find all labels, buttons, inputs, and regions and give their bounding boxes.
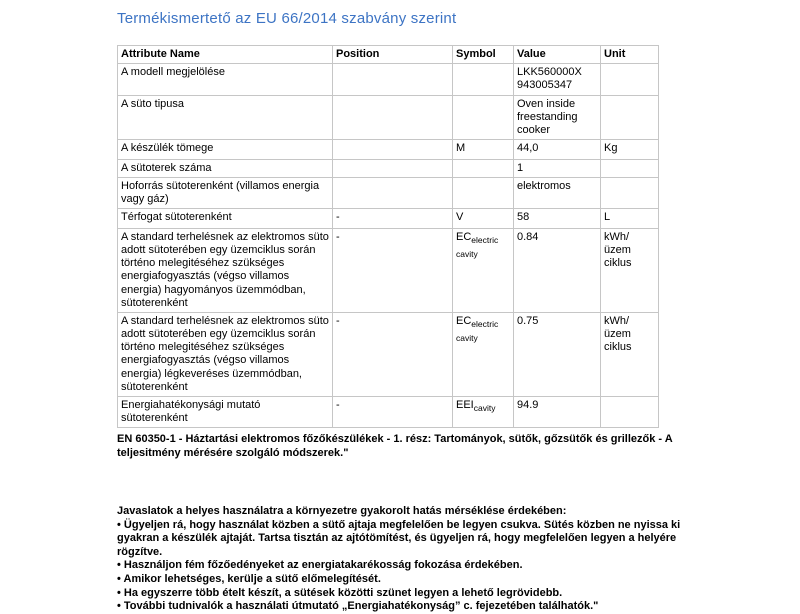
cell-symbol [453,64,514,95]
cell-attribute: Hoforrás sütoterenként (villamos energia vagy gáz) [118,177,333,208]
recommendations-heading: Javaslatok a helyes használatra a környezetre gyakorolt hatás mérséklése érdekében: [117,504,567,517]
table-row [118,177,659,208]
recommendation-item: • Használjon fém főzőedényeket az energiatakarékosság fokozása érdekében. [117,559,523,572]
cell-position [333,140,453,160]
standard-reference-note: EN 60350-1 - Háztartási elektromos főzőkészülékek - 1. rész: Tartományok, sütők, gőzsütők és grillezők - A teljesitmény mérésére szolgáló módszerek." [117,433,673,460]
cell-symbol [453,312,514,396]
cell-unit: kWh/üzem ciklus [601,312,659,396]
symbol-main: EEI [456,399,474,411]
cell-attribute: A standard terhelésnek az elektromos süto adott sütoterében egy üzemciklus során történo melegitéséhez szükséges energiafogyasztás (végso villamos energia) légkeveréses üzemmódban, sütoterenként [118,312,333,396]
cell-position: - [333,228,453,312]
cell-attribute: A készülék tömege [118,140,333,160]
symbol-subscript: electric cavity [456,319,499,344]
cell-position [333,64,453,95]
symbol-main: M [456,142,466,155]
cell-position [333,177,453,208]
cell-attribute: A süto tipusa [118,95,333,140]
cell-symbol [453,159,514,177]
symbol-main: V [456,211,464,224]
cell-value: 94.9 [514,397,601,428]
cell-unit [601,397,659,428]
table-row [118,397,659,428]
recommendation-item: • További tudnivalók a használati útmutató „Energiahatékonyság” c. fejezetében találhatók." [117,600,599,613]
cell-symbol [453,95,514,140]
table-row [118,140,659,160]
table-row [118,228,659,312]
cell-unit [601,177,659,208]
cell-value: LKK560000X 943005347 [514,64,601,95]
product-spec-table [117,45,659,428]
header-symbol: Symbol [453,46,514,64]
cell-position: - [333,209,453,229]
cell-symbol [453,397,514,428]
cell-position: - [333,312,453,396]
cell-attribute: A modell megjelölése [118,64,333,95]
cell-value: Oven inside freestanding cooker [514,95,601,140]
recommendation-item: • Ha egyszerre több ételt készít, a sütések közötti szünet legyen a lehető legrövidebb. [117,586,563,599]
table-header-row [118,46,659,64]
cell-position [333,159,453,177]
cell-unit: L [601,209,659,229]
header-unit: Unit [601,46,659,64]
cell-unit [601,159,659,177]
table-row [118,209,659,229]
product-fiche-page [117,8,695,614]
recommendation-item: • Ügyeljen rá, hogy használat közben a sütő ajtaja megfelelően be legyen csukva. Sütés közben ne nyissa ki gyakran a készülék ajtaját. Tartsa tisztán az ajtótömítést, és ügyeljen rá, hogy megfelelően legyen a helyére rögzítve. [117,518,681,558]
symbol-main: EC [456,314,472,327]
cell-attribute: Térfogat sütoterenként [118,209,333,229]
cell-unit [601,95,659,140]
table-row [118,312,659,396]
cell-value: 44,0 [514,140,601,160]
page-title: Termékismertető az EU 66/2014 szabvány szerint [117,10,457,27]
symbol-subscript: cavity [473,403,496,414]
cell-value: 0.84 [514,228,601,312]
cell-value: elektromos [514,177,601,208]
cell-attribute: A sütoterek száma [118,159,333,177]
cell-value: 1 [514,159,601,177]
header-position: Position [333,46,453,64]
table-row [118,95,659,140]
cell-position [333,95,453,140]
symbol-main: EC [456,230,472,243]
cell-unit: Kg [601,140,659,160]
header-value: Value [514,46,601,64]
cell-position: - [333,397,453,428]
cell-unit [601,64,659,95]
cell-symbol [453,228,514,312]
cell-symbol [453,209,514,229]
cell-attribute: A standard terhelésnek az elektromos süto adott sütoterében egy üzemciklus során történo melegitéséhez szükséges energiafogyasztás (végso villamos energia) hagyományos üzemmódban, sütoterenként [118,228,333,312]
usage-recommendations [117,505,695,614]
cell-symbol [453,177,514,208]
table-row [118,64,659,95]
cell-symbol [453,140,514,160]
cell-unit: kWh/üzem ciklus [601,228,659,312]
cell-attribute: Energiahatékonysági mutató sütoterenként [118,397,333,428]
header-attribute-name: Attribute Name [118,46,333,64]
cell-value: 58 [514,209,601,229]
table-row [118,159,659,177]
cell-value: 0.75 [514,312,601,396]
symbol-subscript: electric cavity [456,234,499,260]
recommendation-item: • Amikor lehetséges, kerülje a sütő előmelegítését. [117,573,381,585]
